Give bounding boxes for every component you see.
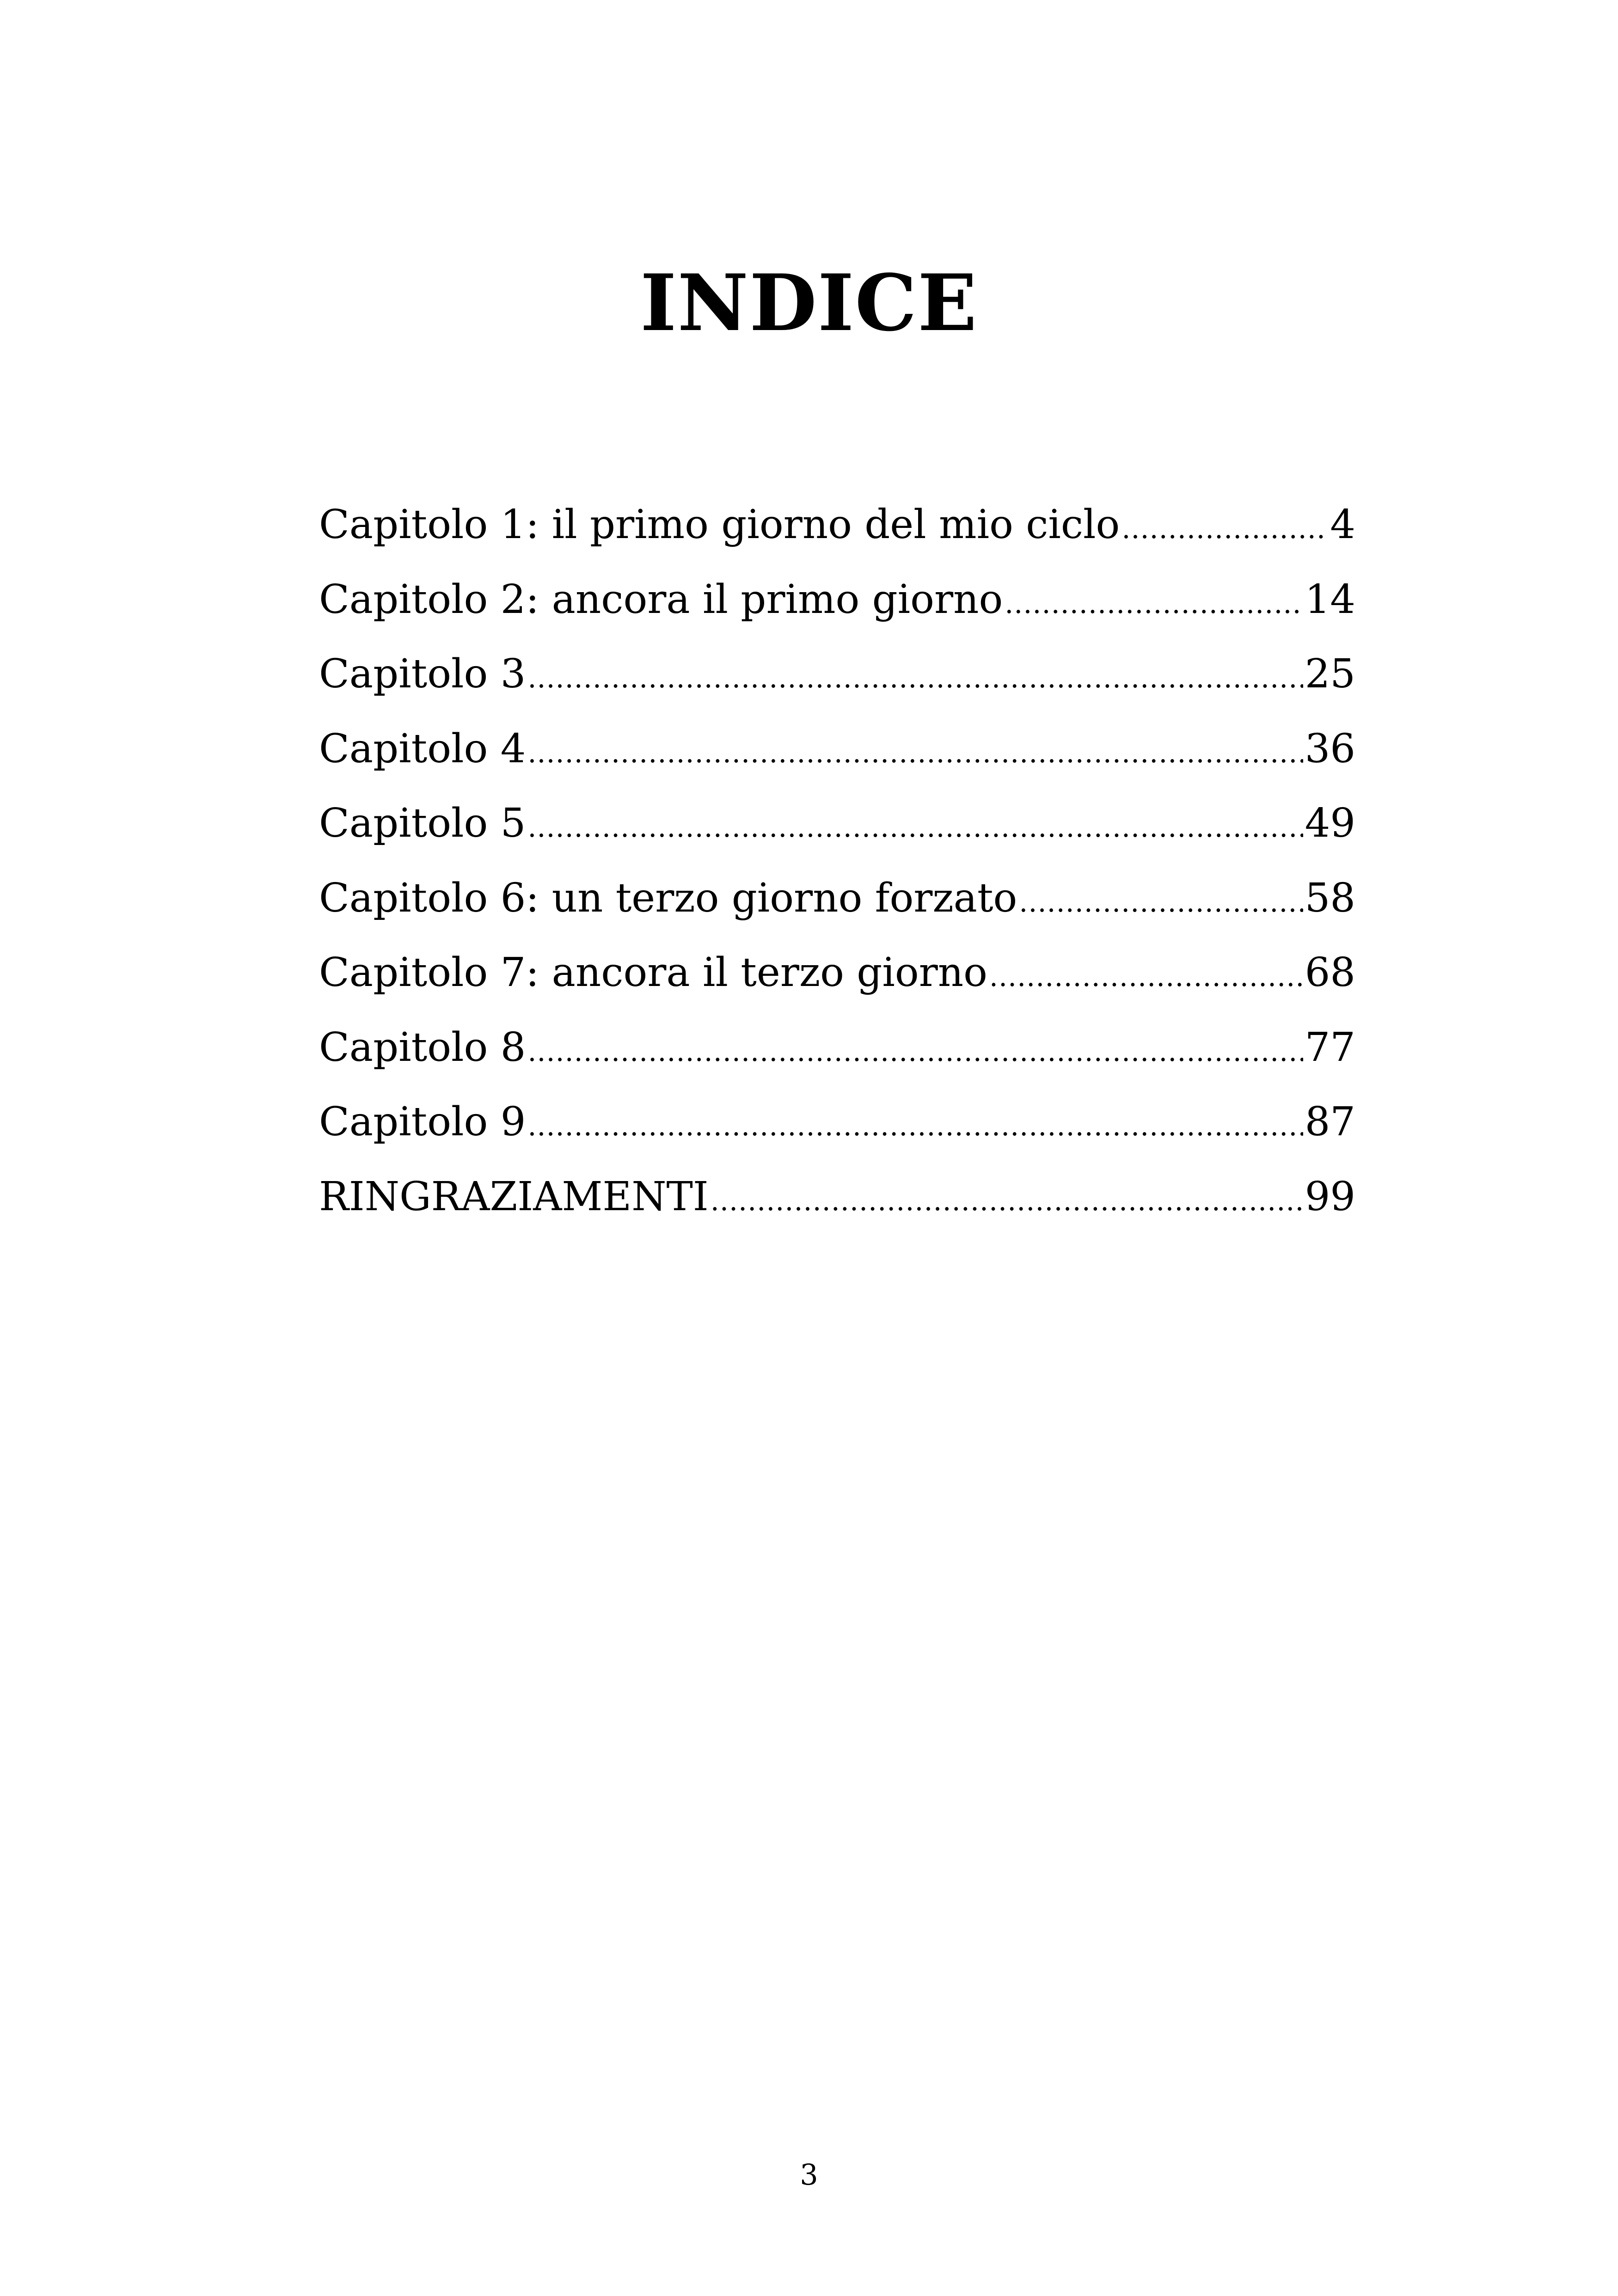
- toc-entry-label: Capitolo 9: [319, 1099, 526, 1145]
- toc-dot-leader: [711, 1164, 1303, 1235]
- toc-entry-label: RINGRAZIAMENTI: [319, 1173, 709, 1220]
- toc-dot-leader: [989, 940, 1303, 1010]
- toc-entry-5[interactable]: [319, 786, 1355, 861]
- toc-entry-10[interactable]: [319, 1160, 1355, 1235]
- toc-entry-page: 87: [1305, 1099, 1355, 1145]
- toc-entry-9[interactable]: [319, 1085, 1355, 1160]
- toc-entry-page: 49: [1305, 800, 1355, 846]
- toc-entry-7[interactable]: [319, 936, 1355, 1010]
- toc-entry-2[interactable]: [319, 563, 1355, 637]
- toc-entry-label: Capitolo 6: un terzo giorno forzato: [319, 875, 1017, 921]
- toc-entry-page: 68: [1305, 949, 1355, 996]
- toc-dot-leader: [527, 790, 1303, 861]
- toc-dot-leader: [527, 1015, 1303, 1085]
- toc-entry-1[interactable]: [319, 488, 1355, 563]
- toc-entry-label: Capitolo 3: [319, 651, 526, 697]
- toc-entry-page: 4: [1330, 502, 1355, 548]
- toc-entry-label: Capitolo 2: ancora il primo giorno: [319, 576, 1003, 623]
- page-title: INDICE: [640, 257, 978, 349]
- toc-entry-label: Capitolo 7: ancora il terzo giorno: [319, 949, 987, 996]
- toc-dot-leader: [1122, 492, 1328, 563]
- toc-dot-leader: [527, 1089, 1303, 1160]
- toc-entry-page: 58: [1305, 875, 1355, 921]
- toc-dot-leader: [527, 716, 1303, 787]
- toc-entry-4[interactable]: [319, 712, 1355, 787]
- toc-entry-8[interactable]: [319, 1010, 1355, 1085]
- toc-entry-3[interactable]: [319, 637, 1355, 712]
- toc-entry-6[interactable]: [319, 861, 1355, 936]
- table-of-contents: [319, 488, 1355, 1234]
- toc-entry-label: Capitolo 4: [319, 725, 526, 772]
- toc-entry-page: 14: [1305, 576, 1355, 623]
- toc-entry-label: Capitolo 5: [319, 800, 526, 846]
- toc-entry-page: 99: [1305, 1173, 1355, 1220]
- toc-entry-page: 25: [1305, 651, 1355, 697]
- toc-entry-label: Capitolo 8: [319, 1024, 526, 1071]
- toc-entry-page: 77: [1305, 1024, 1355, 1071]
- toc-entry-label: Capitolo 1: il primo giorno del mio ciclo: [319, 502, 1120, 548]
- toc-entry-page: 36: [1305, 725, 1355, 772]
- toc-dot-leader: [1005, 567, 1303, 637]
- toc-dot-leader: [527, 641, 1303, 712]
- page-number: 3: [800, 2158, 818, 2192]
- toc-dot-leader: [1019, 865, 1303, 936]
